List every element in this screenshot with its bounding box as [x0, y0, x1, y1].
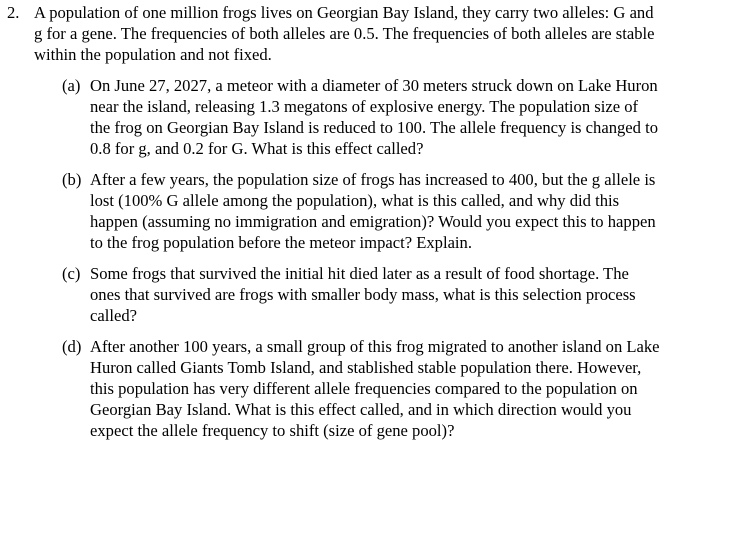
part-d — [62, 336, 722, 441]
part-line: expect the allele frequency to shift (size of gene pool)? — [90, 421, 455, 440]
part-line: to the frog population before the meteor impact? Explain. — [90, 233, 472, 252]
question-intro — [34, 2, 722, 65]
part-line: After another 100 years, a small group of this frog migrated to another island on Lake — [90, 337, 660, 356]
part-c — [62, 263, 722, 326]
part-line: Some frogs that survived the initial hit died later as a result of food shortage. The — [90, 264, 629, 283]
part-line: happen (assuming no immigration and emigration)? Would you expect this to happen — [90, 212, 656, 231]
question-parts — [62, 75, 722, 441]
part-line: After a few years, the population size of frogs has increased to 400, but the g allele is — [90, 170, 656, 189]
part-a — [62, 75, 722, 159]
part-line: the frog on Georgian Bay Island is reduced to 100. The allele frequency is changed to — [90, 118, 659, 137]
part-line: this population has very different allele frequencies compared to the population on — [90, 379, 638, 398]
intro-line: within the population and not fixed. — [34, 45, 272, 64]
part-line: lost (100% G allele among the population), what is this called, and why did this — [90, 191, 620, 210]
part-line: 0.8 for g, and 0.2 for G. What is this effect called? — [90, 139, 424, 158]
question-2 — [7, 2, 722, 451]
part-line: near the island, releasing 1.3 megatons of explosive energy. The population size of — [90, 97, 639, 116]
part-b — [62, 169, 722, 253]
part-line: Huron called Giants Tomb Island, and stablished stable population there. However, — [90, 358, 642, 377]
intro-line: A population of one million frogs lives on Georgian Bay Island, they carry two alleles: G and — [34, 3, 654, 22]
part-line: ones that survived are frogs with smaller body mass, what is this selection process — [90, 285, 636, 304]
part-label: (a) — [62, 76, 81, 95]
part-line: called? — [90, 306, 137, 325]
part-line: Georgian Bay Island. What is this effect called, and in which direction would you — [90, 400, 632, 419]
part-label: (b) — [62, 170, 82, 189]
part-line: On June 27, 2027, a meteor with a diameter of 30 meters struck down on Lake Huron — [90, 76, 658, 95]
question-number: 2. — [7, 3, 20, 22]
part-label: (c) — [62, 264, 81, 283]
part-label: (d) — [62, 337, 82, 356]
intro-line: g for a gene. The frequencies of both alleles are 0.5. The frequencies of both alleles are stable — [34, 24, 655, 43]
